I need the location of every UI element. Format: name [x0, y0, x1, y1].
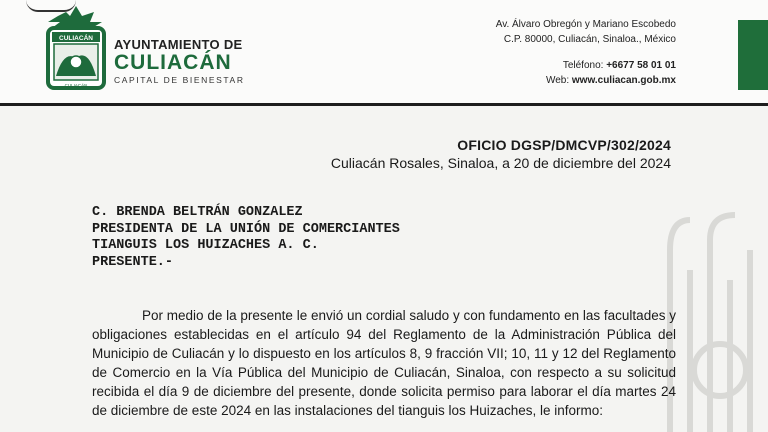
- web-label: Web:: [545, 75, 570, 86]
- salutation: PRESENTE.-: [92, 254, 174, 270]
- oficio-number: OFICIO DGSP/DMCVP/302/2024: [457, 137, 671, 153]
- letter-body: [92, 306, 676, 420]
- org-line-2: CULIACÁN: [114, 51, 232, 74]
- recipient-title: PRESIDENTA DE LA UNIÓN DE COMERCIANTES: [92, 221, 400, 237]
- organization-name: [114, 37, 245, 85]
- web-line: [496, 73, 676, 88]
- phone-line: [496, 58, 676, 73]
- body-paragraph: Por medio de la presente le envió un cordial saludo y con fundamento en las facultades y obligaciones establecidas en el artículo 94 del Reglamento de la Administración Pública del Municipio de Culiacán y lo dispuesto en los artículos 8, 9 fracción VII; 10, 11 y 12 del Reglamento de Comercio en la Vía Pública del Municipio de Culiacán, Sinaloa, con respecto a su solicitud recibida el día 9 de diciembre del presente, donde solicita permiso para laborar el día martes 24 de diciembre de este 2024 en las instalaciones del tianguis los Huizaches, le informo:: [92, 308, 676, 418]
- phone-label: Teléfono:: [562, 60, 604, 71]
- phone-number: +6677 58 01 01: [606, 60, 676, 71]
- org-line-3: CAPITAL DE BIENESTAR: [114, 75, 245, 85]
- address-line-1: Av. Álvaro Obregón y Mariano Escobedo: [495, 19, 676, 30]
- web-link[interactable]: www.culiacan.gob.mx: [571, 75, 676, 86]
- address-line-2: C.P. 80000, Culiacán, Sinaloa., México: [503, 34, 676, 45]
- contact-info: [496, 17, 676, 88]
- recipient-name: C. BRENDA BELTRÁN GONZALEZ: [92, 205, 303, 220]
- letterhead: [0, 0, 768, 104]
- recipient-organization: TIANGUIS LOS HUIZACHES A. C.: [92, 238, 319, 253]
- org-line-1: AYUNTAMIENTO DE: [114, 37, 243, 52]
- header-divider: [0, 103, 768, 106]
- recipient-block: [92, 205, 400, 271]
- logo-banner-text: CULIACÁN: [59, 35, 93, 42]
- watermark-icon: [660, 210, 768, 432]
- place-date: Culiacán Rosales, Sinaloa, a 20 de diciembre del 2024: [330, 155, 671, 171]
- culiacan-shield-icon: [44, 6, 108, 92]
- green-accent-block: [738, 20, 768, 90]
- logo-footer-text: CULIACÁN: [64, 83, 88, 88]
